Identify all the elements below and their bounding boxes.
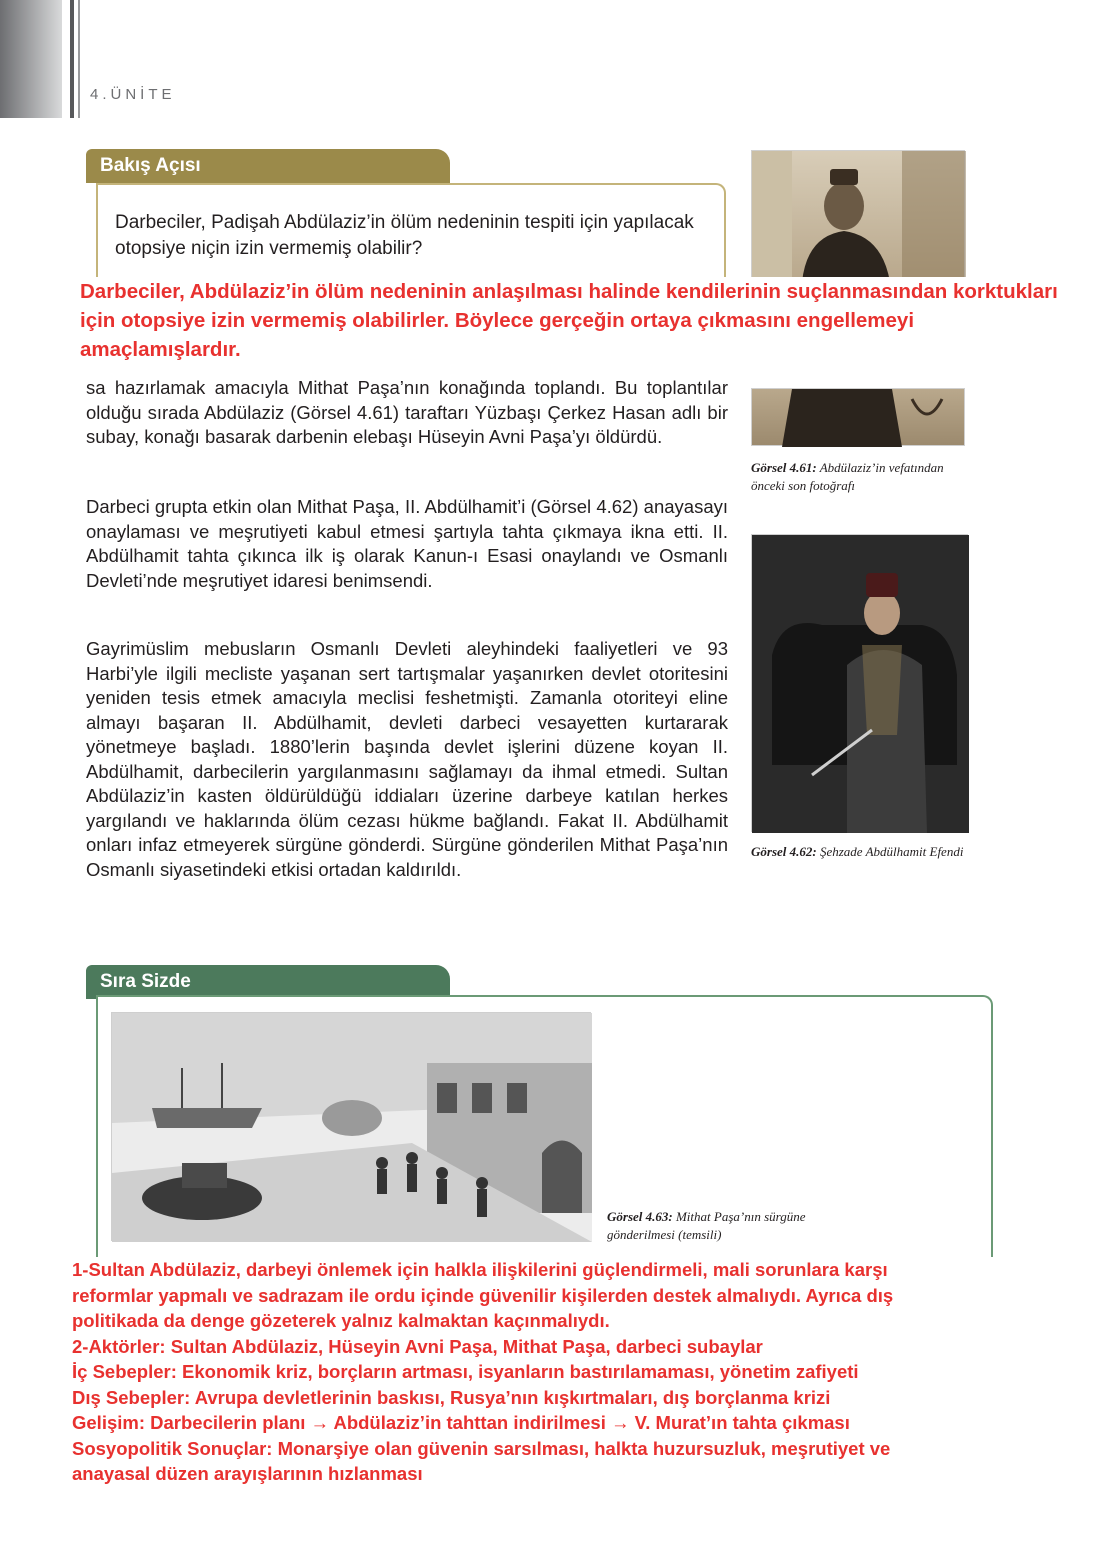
answer-line: 2-Aktörler: Sultan Abdülaziz, Hüseyin Avni Paşa, Mithat Paşa, darbeci subaylar bbox=[72, 1335, 763, 1357]
unit-label: 4.ÜNİTE bbox=[90, 86, 176, 103]
paragraph-0: sa hazırlamak amacıyla Mithat Paşa’nın konağında toplandı. Bu toplantılar olduğu sırada Abdülaziz (Görsel 4.61) taraftarı Yüzbaşı Çerkez Hasan adlı bir subay, konağı basarak darbenin elebaşı Hüseyin Avni Paşa’yı öldürdü. bbox=[86, 377, 728, 447]
sira-sizde-answer bbox=[72, 1257, 1052, 1487]
bakis-acisi-question: Darbeciler, Padişah Abdülaziz’in ölüm nedeninin tespiti için yapılacak otopsiye niçin izin vermemiş olabilir? bbox=[115, 212, 694, 259]
abdulaziz-photo-lower bbox=[751, 388, 965, 446]
paragraph-1: Darbeci grupta etkin olan Mithat Paşa, II. Abdülhamit’i (Görsel 4.62) anayasayı onaylaması ve meşrutiyeti kabul etmesi şartıyla tahta çıkmaya ikna etti. II. Abdülhamit tahta çıkınca ilk iş olarak Kanun-ı Esasi onaylandı ve Osmanlı Devleti’nde meşrutiyet idaresi benimsendi. bbox=[86, 496, 728, 591]
figure-label: Görsel 4.62: bbox=[751, 844, 817, 859]
answer-line: reformlar yapmalı ve sadrazam ile ordu içinde güvenilir kişilerden destek almalıydı. Ayrıca dış bbox=[72, 1284, 894, 1306]
figure-4-62-caption bbox=[751, 843, 967, 861]
page-margin-line bbox=[70, 0, 74, 118]
page-corner-gradient bbox=[0, 0, 62, 118]
paragraph-0-clipped bbox=[86, 377, 728, 484]
answer-line: anayasal düzen arayışlarının hızlanması bbox=[72, 1463, 423, 1484]
figure-text: Abdülaziz’in vefatından önceki son fotoğrafı bbox=[751, 460, 944, 493]
figure-4-63-caption bbox=[607, 1208, 867, 1244]
answer-line: Sosyopolitik Sonuçlar: Monarşiye olan güvenin sarsılması, halkta huzursuzluk, meşrutiyet ve bbox=[72, 1437, 891, 1459]
mithat-pasa-exile-illustration bbox=[111, 1012, 591, 1241]
sira-sizde-title: Sıra Sizde bbox=[86, 965, 450, 999]
abdulhamit-photo bbox=[751, 534, 968, 832]
figure-text: Mithat Paşa’nın sürgüne gönderilmesi (temsili) bbox=[607, 1209, 806, 1242]
figure-label: Görsel 4.61: bbox=[751, 460, 817, 475]
bakis-acisi-title: Bakış Açısı bbox=[86, 149, 450, 183]
paragraph-2: Gayrimüslim mebusların Osmanlı Devleti aleyhindeki faaliyetleri ve 93 Harbi’yle ilgili mecliste yaşanan sert tartışmalar yaşanırken devlet otoritesini yeniden tesis etmek amacıyla meclisi feshetmişti. Zamanla otoriteyi eline almayı başaran II. Abdülhamit, devleti darbeci vesayetten kurtararak yönetmeye başladı. 1880’lerin başında devlet işlerini düzene koyan II. Abdülhamit, darbecilerin yargılanmasını sağlamayı da ihmal etmedi. Sultan Abdülaziz’in kasten öldürüldüğü iddiaları üzerine darbeye katılan herkes yargılandı ve haklarında ölüm cezası hükme bağlandı. Fakat II. Abdülhamit onları infaz etmeyerek sürgüne gönderdi. Sürgüne gönderilen Mithat Paşa’nın Osmanlı siyasetindeki etkisi ortadan kaldırıldı. bbox=[86, 638, 728, 880]
answer-line: İç Sebepler: Ekonomik kriz, borçların artması, isyanların bastırılamaması, yönetim zafiyeti bbox=[72, 1361, 859, 1382]
figure-text: Şehzade Abdülhamit Efendi bbox=[819, 844, 964, 859]
answer-line: politikada da denge gözeterek yalnız kalmaktan kaçınmalıydı. bbox=[72, 1310, 610, 1331]
figure-label: Görsel 4.63: bbox=[607, 1209, 673, 1224]
page-margin-line-thin bbox=[78, 0, 80, 118]
abdulaziz-photo bbox=[751, 150, 965, 281]
bakis-acisi-answer: Darbeciler, Abdülaziz’in ölüm nedeninin anlaşılması halinde kendilerinin suçlanmasından korktukları için otopsiye izin vermemiş olabilirler. Böylece gerçeğin ortaya çıkmasını engellemeyi amaçlamışlardır. bbox=[80, 277, 1090, 364]
figure-4-61-caption bbox=[751, 459, 967, 495]
answer-line: Gelişim: Darbecilerin planı → Abdülaziz’in tahttan indirilmesi → V. Murat’ın tahta çıkması bbox=[72, 1412, 850, 1433]
answer-line: 1-Sultan Abdülaziz, darbeyi önlemek için halkla ilişkilerini güçlendirmeli, mali sorunlara karşı bbox=[72, 1259, 888, 1280]
answer-line: Dış Sebepler: Avrupa devletlerinin baskısı, Rusya’nın kışkırtmaları, dış borçlanma krizi bbox=[72, 1386, 831, 1408]
